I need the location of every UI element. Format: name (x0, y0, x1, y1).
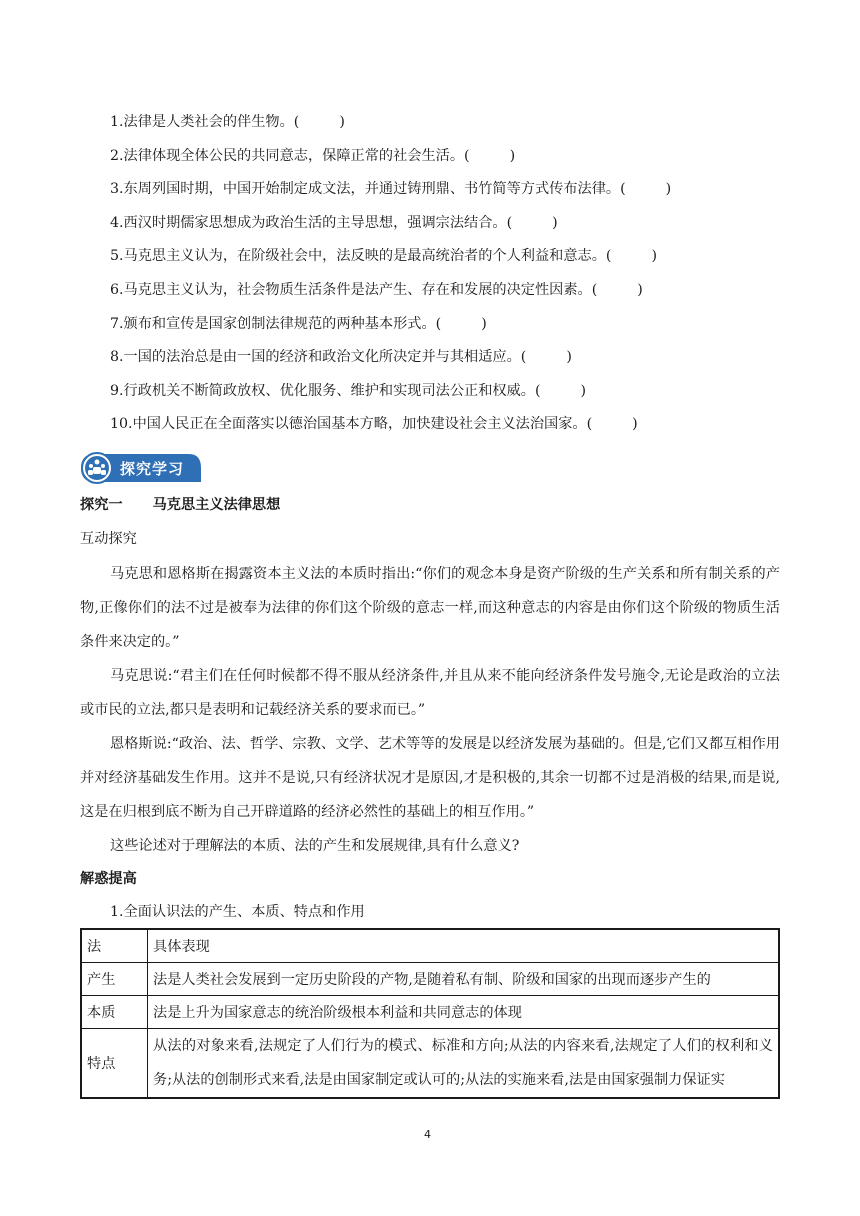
subheading: 互动探究 (80, 531, 137, 547)
item-text: 5.马克思主义认为，在阶级社会中，法反映的是最高统治者的个人利益和意志。( (110, 248, 612, 265)
true-false-item (110, 179, 810, 213)
item-text: 6.马克思主义认为，社会物质生活条件是法产生、存在和发展的决定性因素。( (110, 281, 598, 298)
banner-label: 探究学习 (120, 460, 185, 478)
true-false-item (110, 213, 810, 247)
section-heading (80, 494, 280, 514)
table-cell: 法是上升为国家意志的统治阶级根本利益和共同意志的体现 (148, 995, 780, 1028)
law-table (80, 928, 780, 1099)
item-text: 10.中国人民正在全面落实以德治国基本方略，加快建设社会主义法治国家。( (110, 416, 593, 433)
paren-close: ) (509, 147, 516, 164)
true-false-item (110, 314, 810, 348)
item-text: 9.行政机关不断简政放权、优化服务、维护和实现司法公正和权威。( (110, 382, 541, 399)
true-false-item (110, 146, 810, 180)
table-header-cell: 法 (81, 929, 148, 962)
true-false-item (110, 280, 810, 314)
item-text: 1.法律是人类社会的伴生物。( (110, 114, 300, 130)
table-cell: 产生 (81, 962, 148, 995)
page-number: 4 (424, 1128, 431, 1141)
item-text: 8.一国的法治总是由一国的经济和政治文化所决定并与其相适应。( (110, 349, 527, 366)
item-text: 2.法律体现全体公民的共同意志，保障正常的社会生活。( (110, 147, 470, 164)
paren-close: ) (566, 349, 572, 366)
body-text (80, 557, 780, 863)
table-row (81, 1028, 779, 1098)
paragraph: 这些论述对于理解法的本质、法的产生和发展规律,具有什么意义? (110, 838, 520, 854)
table-cell: 本质 (81, 995, 148, 1028)
paren-close: ) (665, 181, 672, 198)
paren-close: ) (632, 416, 638, 433)
table-cell: 特点 (81, 1028, 148, 1098)
table-title: 1.全面认识法的产生、本质、特点和作用 (110, 904, 365, 920)
table-header-row (81, 929, 779, 962)
paren-close: ) (552, 214, 558, 231)
paragraph: 马克思说:“君主们在任何时候都不得不服从经济条件,并且从来不能向经济条件发号施令,无论是政治的立法或市民的立法,都只是表明和记载经济关系的要求而已。” (80, 668, 780, 718)
section-number: 探究一 (80, 497, 123, 513)
true-false-list (110, 112, 810, 448)
section-banner (79, 452, 203, 484)
jiehuo-heading: 解惑提高 (80, 871, 137, 887)
paragraph: 马克思和恩格斯在揭露资本主义法的本质时指出:“你们的观念本身是资产阶级的生产关系和所有制关系的产物,正像你们的法不过是被奉为法律的你们这个阶级的意志一样,而这种意志的内容是由你们这个阶级的物质生活条件来决定的。” (80, 566, 780, 650)
table-cell: 从法的对象来看,法规定了人们行为的模式、标准和方向;从法的内容来看,法规定了人们的权利和义务;从法的创制形式来看,法是由国家制定或认可的;从法的实施来看,法是由国家强制力保证实 (148, 1028, 780, 1098)
paren-close: ) (580, 382, 587, 399)
true-false-item (110, 112, 810, 146)
paren-close: ) (481, 315, 487, 332)
paren-close: ) (651, 248, 657, 265)
item-text: 4.西汉时期儒家思想成为政治生活的主导思想，强调宗法结合。( (110, 214, 513, 231)
paren-close: ) (339, 114, 345, 130)
item-text: 7.颁布和宣传是国家创制法律规范的两种基本形式。( (110, 315, 442, 332)
section-title: 马克思主义法律思想 (152, 497, 281, 513)
paragraph: 恩格斯说:“政治、法、哲学、宗教、文学、艺术等等的发展是以经济发展为基础的。但是,它们又都互相作用并对经济基础发生作用。这并不是说,只有经济状况才是原因,才是积极的,其余一切都不过是消极的结果,而是说,这是在归根到底不断为自己开辟道路的经济必然性的基础上的相互作用。” (80, 736, 780, 820)
table-cell: 法是人类社会发展到一定历史阶段的产物,是随着私有制、阶级和国家的出现而逐步产生的 (148, 962, 780, 995)
true-false-item (110, 414, 810, 448)
table-row (81, 995, 779, 1028)
true-false-item (110, 381, 810, 415)
paren-close: ) (637, 281, 643, 298)
item-text: 3.东周列国时期，中国开始制定成文法，并通过铸刑鼎、书竹简等方式传布法律。( (110, 181, 626, 198)
true-false-item (110, 347, 810, 381)
true-false-item (110, 246, 810, 280)
table-row (81, 962, 779, 995)
table-header-cell: 具体表现 (148, 929, 780, 962)
